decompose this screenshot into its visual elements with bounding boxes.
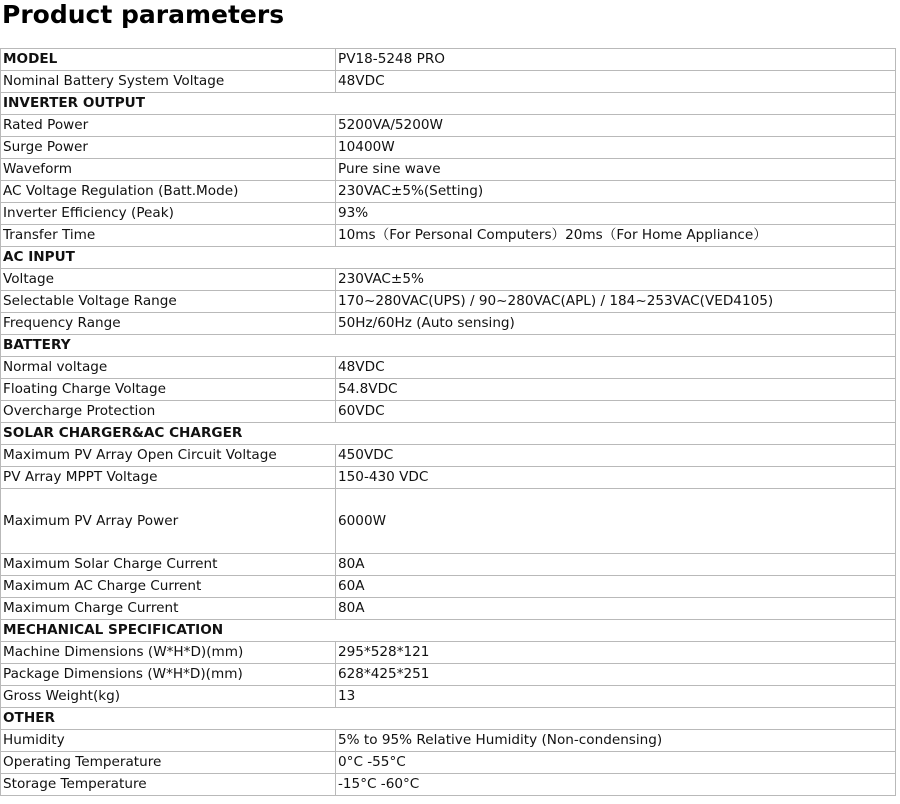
parameter-value: Pure sine wave [336, 159, 896, 181]
parameter-value: 10400W [336, 137, 896, 159]
parameter-value: 230VAC±5% [336, 269, 896, 291]
parameter-value: 5% to 95% Relative Humidity (Non-condensing) [336, 730, 896, 752]
section-header: BATTERY [1, 335, 896, 357]
parameter-value: 13 [336, 686, 896, 708]
parameter-value: 54.8VDC [336, 379, 896, 401]
product-parameters-table [0, 48, 896, 796]
section-header-row [1, 247, 896, 269]
table-row [1, 642, 896, 664]
table-row [1, 137, 896, 159]
parameter-label: Maximum PV Array Open Circuit Voltage [1, 445, 336, 467]
parameter-value: 50Hz/60Hz (Auto sensing) [336, 313, 896, 335]
parameter-label: Inverter Efficiency (Peak) [1, 203, 336, 225]
parameter-value: 80A [336, 554, 896, 576]
parameter-label: Storage Temperature [1, 774, 336, 796]
section-header: SOLAR CHARGER&AC CHARGER [1, 423, 896, 445]
parameter-label: AC Voltage Regulation (Batt.Mode) [1, 181, 336, 203]
table-row [1, 225, 896, 247]
table-row [1, 49, 896, 71]
parameter-label: Maximum PV Array Power [1, 489, 336, 554]
parameter-label: Package Dimensions (W*H*D)(mm) [1, 664, 336, 686]
table-row [1, 576, 896, 598]
parameter-label: Waveform [1, 159, 336, 181]
parameter-value: 10ms（For Personal Computers）20ms（For Home Appliance） [336, 225, 896, 247]
parameter-label: Machine Dimensions (W*H*D)(mm) [1, 642, 336, 664]
table-row [1, 489, 896, 554]
section-header-row [1, 423, 896, 445]
parameter-label: MODEL [1, 49, 336, 71]
parameter-value: 60VDC [336, 401, 896, 423]
parameter-value: 48VDC [336, 357, 896, 379]
parameter-label: Normal voltage [1, 357, 336, 379]
table-body [1, 49, 896, 796]
table-row [1, 730, 896, 752]
parameter-label: Gross Weight(kg) [1, 686, 336, 708]
section-header-row [1, 620, 896, 642]
parameter-label: Maximum Charge Current [1, 598, 336, 620]
parameter-label: Selectable Voltage Range [1, 291, 336, 313]
parameter-value: PV18-5248 PRO [336, 49, 896, 71]
parameter-value: 60A [336, 576, 896, 598]
section-header-row [1, 335, 896, 357]
parameter-value: 6000W [336, 489, 896, 554]
parameter-value: 0°C -55°C [336, 752, 896, 774]
parameter-label: Voltage [1, 269, 336, 291]
page-title: Product parameters [2, 0, 285, 29]
table-row [1, 71, 896, 93]
table-row [1, 774, 896, 796]
table-row [1, 445, 896, 467]
section-header-row [1, 93, 896, 115]
table-row [1, 401, 896, 423]
table-row [1, 159, 896, 181]
section-header-row [1, 708, 896, 730]
table-row [1, 115, 896, 137]
parameter-value: 150-430 VDC [336, 467, 896, 489]
parameter-label: Transfer Time [1, 225, 336, 247]
table-row [1, 379, 896, 401]
parameter-value: 93% [336, 203, 896, 225]
parameter-label: Humidity [1, 730, 336, 752]
parameter-value: 230VAC±5%(Setting) [336, 181, 896, 203]
parameter-value: 5200VA/5200W [336, 115, 896, 137]
table-row [1, 664, 896, 686]
parameter-value: 628*425*251 [336, 664, 896, 686]
parameter-label: Maximum AC Charge Current [1, 576, 336, 598]
parameter-label: Floating Charge Voltage [1, 379, 336, 401]
parameter-label: Surge Power [1, 137, 336, 159]
parameter-label: Operating Temperature [1, 752, 336, 774]
parameter-value: 170~280VAC(UPS) / 90~280VAC(APL) / 184~253VAC(VED4105) [336, 291, 896, 313]
table-row [1, 752, 896, 774]
parameter-value: 48VDC [336, 71, 896, 93]
parameter-value: -15°C -60°C [336, 774, 896, 796]
parameter-value: 450VDC [336, 445, 896, 467]
parameter-label: Overcharge Protection [1, 401, 336, 423]
section-header: MECHANICAL SPECIFICATION [1, 620, 896, 642]
table-row [1, 598, 896, 620]
table-row [1, 291, 896, 313]
table-row [1, 554, 896, 576]
parameter-label: Frequency Range [1, 313, 336, 335]
parameter-label: PV Array MPPT Voltage [1, 467, 336, 489]
parameter-label: Nominal Battery System Voltage [1, 71, 336, 93]
parameter-label: Rated Power [1, 115, 336, 137]
table-row [1, 686, 896, 708]
section-header: INVERTER OUTPUT [1, 93, 896, 115]
parameter-label: Maximum Solar Charge Current [1, 554, 336, 576]
section-header: OTHER [1, 708, 896, 730]
section-header: AC INPUT [1, 247, 896, 269]
parameter-value: 80A [336, 598, 896, 620]
table-row [1, 203, 896, 225]
parameter-value: 295*528*121 [336, 642, 896, 664]
table-row [1, 313, 896, 335]
table-row [1, 467, 896, 489]
table-row [1, 269, 896, 291]
table-row [1, 181, 896, 203]
table-row [1, 357, 896, 379]
